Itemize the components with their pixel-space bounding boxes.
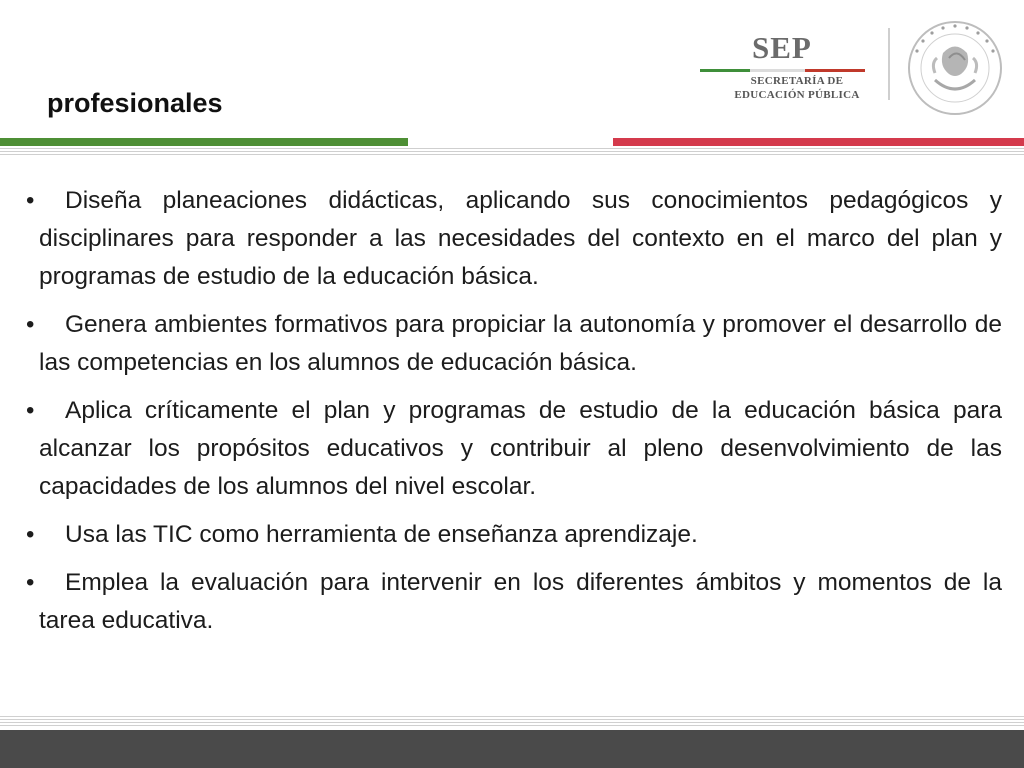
bullet-icon: •: [26, 187, 35, 214]
logo-white-stripe: [750, 69, 805, 72]
page-title: profesionales: [47, 88, 223, 118]
logo-divider: [888, 28, 890, 100]
list-item-text: Aplica críticamente el plan y programas de estudio de la educación básica para alcanzar los propósitos educativos y contribuir al pleno desenvolvimiento de las capacidades de los alumnos del nivel escolar.: [39, 397, 1002, 500]
sep-logo-line1: SECRETARÍA DE: [750, 75, 844, 87]
list-item-text: Emplea la evaluación para intervenir en los diferentes ámbitos y momentos de la tarea educativa.: [39, 569, 1002, 634]
logo-green-stripe: [700, 69, 750, 72]
sep-logo-line2: EDUCACIÓN PÚBLICA: [734, 89, 860, 101]
list-item: [26, 392, 1002, 506]
header-green-stripe: [0, 138, 408, 146]
national-seal-icon: [905, 18, 1005, 118]
bullet-list: [26, 182, 1002, 650]
sep-logo-word: SEP: [752, 30, 812, 65]
bullet-icon: •: [26, 521, 35, 548]
bullet-icon: •: [26, 569, 35, 596]
logo-red-stripe: [805, 69, 865, 72]
list-item: [26, 564, 1002, 640]
list-item: [26, 516, 1002, 554]
sep-logo: [700, 28, 870, 108]
list-item: [26, 306, 1002, 382]
list-item-text: Diseña planeaciones didácticas, aplicando sus conocimientos pedagógicos y disciplinares para responder a las necesidades del contexto en el marco del plan y programas de estudio de la educación básica.: [39, 187, 1002, 290]
list-item-text: Genera ambientes formativos para propiciar la autonomía y promover el desarrollo de las competencias en los alumnos de educación básica.: [39, 311, 1002, 376]
footer-line-pattern: [0, 716, 1024, 728]
list-item: [26, 182, 1002, 296]
list-item-text: Usa las TIC como herramienta de enseñanza aprendizaje.: [65, 521, 698, 548]
bullet-icon: •: [26, 397, 35, 424]
header-red-stripe: [613, 138, 1024, 146]
bullet-icon: •: [26, 311, 35, 338]
footer-bar: [0, 730, 1024, 768]
header-line-pattern: [0, 148, 1024, 156]
